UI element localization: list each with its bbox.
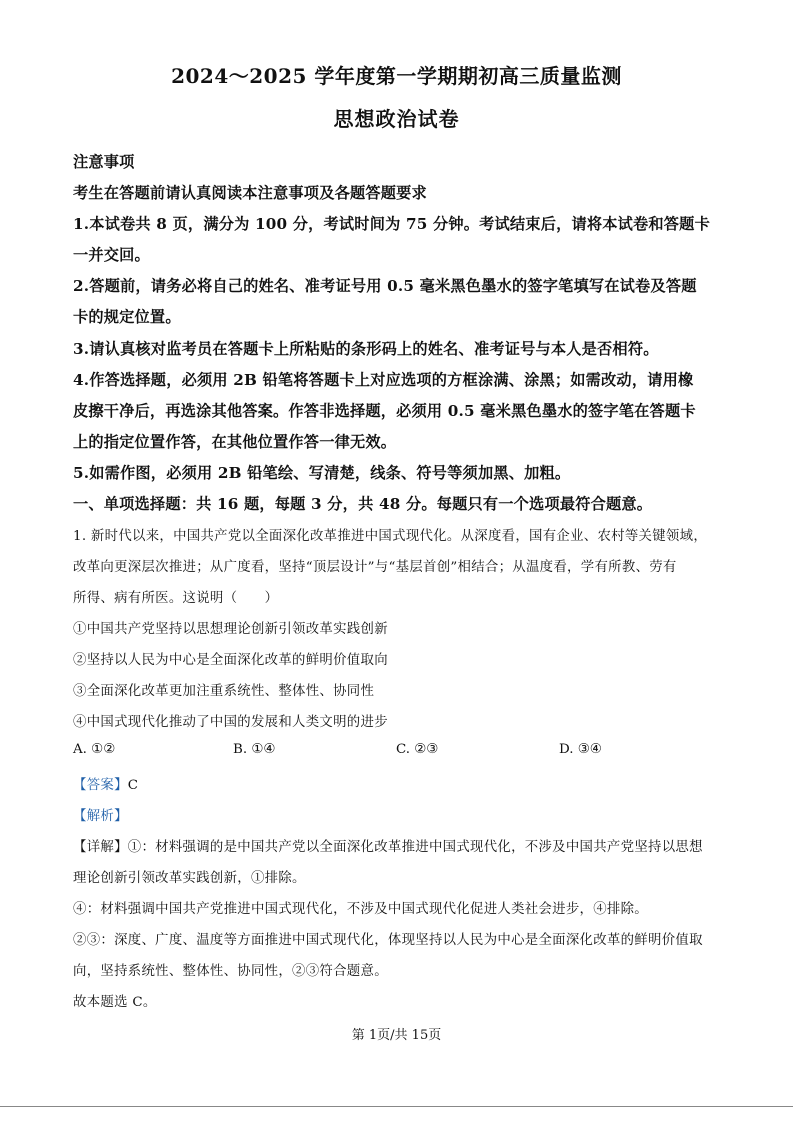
notes-line: 卡的规定位置。 <box>73 308 181 326</box>
notes-line: 1.本试卷共 8 页，满分为 100 分，考试时间为 75 分钟。考试结束后，请将本试卷和答题卡 <box>73 215 710 233</box>
detail-text: ①：材料强调的是中国共产党以全面深化改革推进中国式现代化，不涉及中国共产党坚持以思想 <box>127 840 703 855</box>
detail-line: ④：材料强调中国共产党推进中国式现代化，不涉及中国式现代化促进人类社会进步，④排除。 <box>73 902 649 917</box>
notes-line: 5.如需作图，必须用 2B 铅笔绘、写清楚，线条、符号等须加黑、加粗。 <box>73 464 571 482</box>
detail-line: ②③：深度、广度、温度等方面推进中国式现代化，体现坚持以人民为中心是全面深化改革的鲜明价值取 <box>73 933 703 948</box>
detail-line: 向，坚持系统性、整体性、协同性，②③符合题意。 <box>73 964 388 979</box>
page-number: 第 1页/共 15页 <box>351 1028 442 1043</box>
statement-2: ②坚持以人民为中心是全面深化改革的鲜明价值取向 <box>73 653 388 668</box>
choice-c: C. ②③ <box>396 742 439 757</box>
bottom-divider <box>0 1106 793 1107</box>
answer-tag: 【答案】 <box>73 778 128 793</box>
notes-line: 4.作答选择题，必须用 2B 铅笔将答题卡上对应选项的方框涂满、涂黑；如需改动，请用橡 <box>73 371 694 389</box>
exam-subject: 思想政治试卷 <box>333 107 460 131</box>
question-stem-line: 所得、病有所医。这说明（ ） <box>73 591 279 606</box>
question-stem-line: 1. 新时代以来，中国共产党以全面深化改革推进中国式现代化。从深度看，国有企业、农村等关键领域， <box>73 529 708 544</box>
detail-line <box>73 836 703 855</box>
notes-heading: 注意事项 <box>73 153 135 171</box>
answer-value: C <box>127 778 139 793</box>
notes-line: 2.答题前，请务必将自己的姓名、准考证号用 0.5 毫米黑色墨水的签字笔填写在试卷及答题 <box>73 277 697 295</box>
conclusion-line: 故本题选 C。 <box>73 995 157 1010</box>
exam-title: 2024～2025 学年度第一学期期初高三质量监测 <box>171 64 622 88</box>
notes-intro: 考生在答题前请认真阅读本注意事项及各题答题要求 <box>73 184 427 202</box>
question-stem-line: 改革向更深层次推进；从广度看，坚持“顶层设计”与“基层首创”相结合；从温度看，学有所教、劳有 <box>73 560 677 575</box>
analysis-line <box>73 805 128 824</box>
notes-line: 3.请认真核对监考员在答题卡上所粘贴的条形码上的姓名、准考证号与本人是否相符。 <box>73 340 659 358</box>
statement-4: ④中国式现代化推动了中国的发展和人类文明的进步 <box>73 715 388 730</box>
choice-a: A. ①② <box>73 742 116 757</box>
detail-line: 理论创新引领改革实践创新，①排除。 <box>73 871 306 886</box>
choice-d: D. ③④ <box>559 742 602 757</box>
notes-line: 上的指定位置作答，在其他位置作答一律无效。 <box>73 433 397 451</box>
detail-tag: 【详解】 <box>73 840 128 855</box>
statement-1: ①中国共产党坚持以思想理论创新引领改革实践创新 <box>73 622 388 637</box>
statement-3: ③全面深化改革更加注重系统性、整体性、协同性 <box>73 684 375 699</box>
analysis-tag: 【解析】 <box>73 809 128 824</box>
notes-line: 一并交回。 <box>73 246 150 264</box>
section-heading: 一、单项选择题：共 16 题，每题 3 分，共 48 分。每题只有一个选项最符合题意。 <box>73 495 653 513</box>
answer-line <box>73 774 138 793</box>
notes-line: 皮擦干净后，再选涂其他答案。作答非选择题，必须用 0.5 毫米黑色墨水的签字笔在答题卡 <box>73 402 696 420</box>
choice-b: B. ①④ <box>233 742 276 757</box>
